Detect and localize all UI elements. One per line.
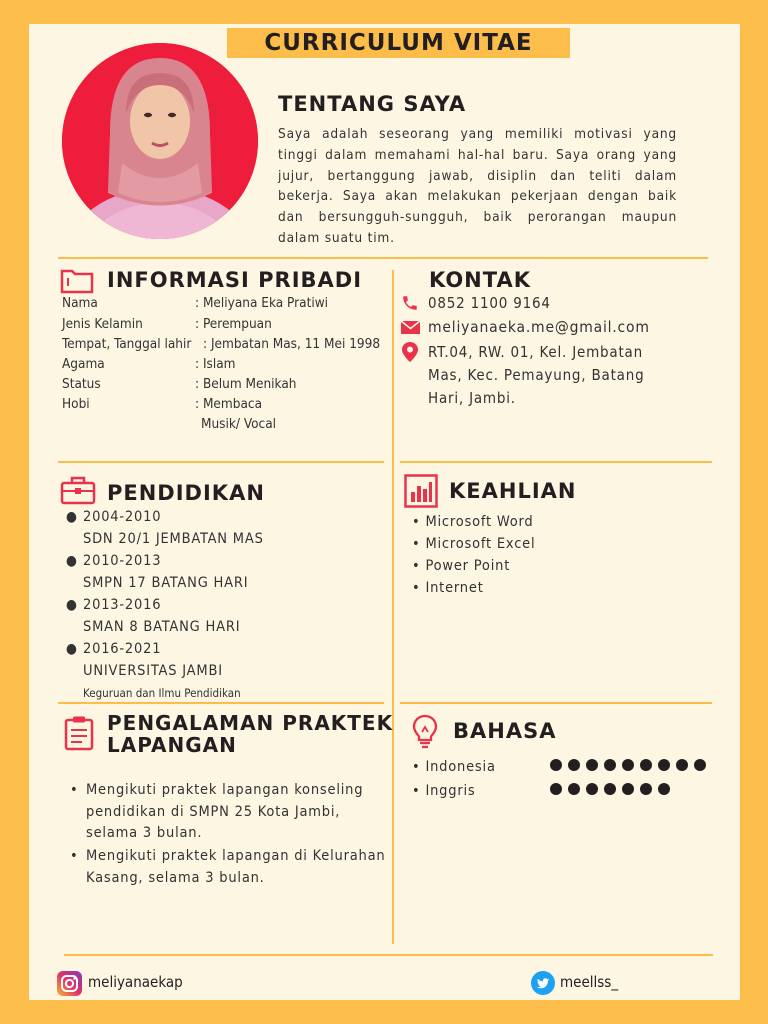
kontak-title: KONTAK: [429, 268, 531, 292]
education-year: 2010-2013: [83, 553, 162, 569]
language-name: Inggris: [425, 783, 476, 799]
education-year: 2004-2010: [83, 509, 162, 525]
divider-right-2: [400, 702, 712, 704]
twitter-icon[interactable]: [531, 971, 555, 999]
pkl-title-line-1: PENGALAMAN PRAKTEK: [107, 711, 394, 735]
level-dot: [586, 783, 598, 795]
education-school: SMAN 8 BATANG HARI: [83, 619, 241, 635]
info-key: Status: [62, 376, 101, 392]
bullet: ●: [66, 553, 78, 569]
bahasa-title: BAHASA: [453, 719, 557, 743]
info-key: Agama: [62, 356, 105, 372]
level-dot: [550, 759, 562, 771]
skill-item: • Microsoft Word: [412, 514, 534, 530]
divider-bottom: [64, 954, 713, 956]
info-value: : Meliyana Eka Pratiwi: [195, 295, 329, 311]
twitter-handle[interactable]: meellss_: [560, 973, 619, 991]
pkl-title: [107, 712, 393, 756]
info-key: Nama: [62, 295, 98, 311]
bullet: ●: [66, 597, 78, 613]
bar-chart-icon: [404, 474, 438, 512]
level-dot: [604, 759, 616, 771]
level-dot: [640, 759, 652, 771]
pkl-item: [70, 780, 390, 845]
info-key: Tempat, Tanggal lahir: [62, 336, 192, 352]
info-value: : Islam: [195, 356, 236, 372]
level-dot: [658, 759, 670, 771]
language-level-inggris: [550, 783, 670, 795]
skill-item: • Microsoft Excel: [412, 536, 536, 552]
level-dot: [622, 783, 634, 795]
location-icon: [402, 342, 418, 366]
pendidikan-title: PENDIDIKAN: [107, 481, 265, 505]
info-title: INFORMASI PRIBADI: [107, 268, 363, 292]
info-value: : Belum Menikah: [195, 376, 297, 392]
divider-right-1: [400, 461, 712, 463]
level-dot: [550, 783, 562, 795]
level-dot: [658, 783, 670, 795]
address-line: Hari, Jambi.: [428, 389, 516, 407]
address-line: Mas, Kec. Pemayung, Batang: [428, 366, 645, 384]
bullet: •: [70, 848, 79, 864]
email-icon: [400, 320, 421, 339]
level-dot: [568, 759, 580, 771]
address-line: RT.04, RW. 01, Kel. Jembatan: [428, 343, 643, 361]
email-address: meliyanaeka.me@gmail.com: [428, 318, 650, 336]
pkl-text: Mengikuti praktek lapangan konseling pendidikan di SMPN 25 Kota Jambi, selama 3 bulan.: [86, 782, 364, 841]
level-dot: [568, 783, 580, 795]
cv-page: [29, 24, 740, 1000]
level-dot: [586, 759, 598, 771]
language-level-indonesia: [550, 759, 706, 771]
language-name: Indonesia: [425, 759, 496, 775]
about-text: Saya adalah seseorang yang memiliki motivasi yang tinggi dalam memahami hal-hal baru. Saya orang yang jujur, bertanggung jawab, disiplin dan teliti dalam bekerja. Saya akan melakukan pekerjaan dengan baik dan bersungguh-sungguh, baik perorangan maupun dalam suatu tim.: [278, 126, 677, 246]
phone-icon: [401, 294, 419, 316]
skill-label: Power Point: [425, 558, 511, 574]
info-key: Jenis Kelamin: [62, 316, 143, 332]
skill-label: Microsoft Excel: [425, 536, 536, 552]
skill-label: Internet: [425, 580, 484, 596]
instagram-icon[interactable]: [57, 971, 82, 1000]
cv-title-banner: CURRICULUM VITAE: [227, 28, 570, 58]
level-dot: [640, 783, 652, 795]
skill-label: Microsoft Word: [425, 514, 534, 530]
info-value: : Perempuan: [195, 316, 272, 332]
folder-icon: [60, 266, 94, 298]
education-year: 2013-2016: [83, 597, 162, 613]
bullet: ●: [66, 641, 78, 657]
phone-number: 0852 1100 9164: [428, 294, 551, 312]
level-dot: [622, 759, 634, 771]
language-item: • Inggris: [412, 783, 476, 799]
pkl-text: Mengikuti praktek lapangan di Kelurahan Kasang, selama 3 bulan.: [86, 848, 386, 886]
lightbulb-icon: [412, 714, 438, 754]
profile-photo: [62, 43, 258, 239]
education-school: SMPN 17 BATANG HARI: [83, 575, 249, 591]
divider-vertical: [392, 270, 394, 944]
language-item: • Indonesia: [412, 759, 496, 775]
education-faculty: Keguruan dan Ilmu Pendidikan: [83, 686, 241, 700]
divider-left-1: [58, 461, 384, 463]
level-dot: [676, 759, 688, 771]
pkl-item: [70, 846, 390, 889]
education-school: UNIVERSITAS JAMBI: [83, 663, 223, 679]
keahlian-title: KEAHLIAN: [449, 479, 577, 503]
skill-item: • Power Point: [412, 558, 511, 574]
bullet: ●: [66, 509, 78, 525]
pkl-title-line-2: LAPANGAN: [107, 733, 237, 757]
clipboard-icon: [64, 715, 94, 755]
skill-item: • Internet: [412, 580, 484, 596]
info-value: : Jembatan Mas, 11 Mei 1998: [203, 336, 381, 352]
instagram-handle[interactable]: meliyanaekap: [88, 973, 183, 991]
info-value: Musik/ Vocal: [201, 416, 277, 432]
briefcase-icon: [60, 475, 96, 509]
education-year: 2016-2021: [83, 641, 162, 657]
bullet: •: [70, 782, 79, 798]
info-key: Hobi: [62, 396, 90, 412]
about-title: TENTANG SAYA: [278, 92, 467, 116]
level-dot: [694, 759, 706, 771]
info-value: : Membaca: [195, 396, 263, 412]
education-school: SDN 20/1 JEMBATAN MAS: [83, 531, 264, 547]
divider-top: [58, 257, 708, 259]
level-dot: [604, 783, 616, 795]
